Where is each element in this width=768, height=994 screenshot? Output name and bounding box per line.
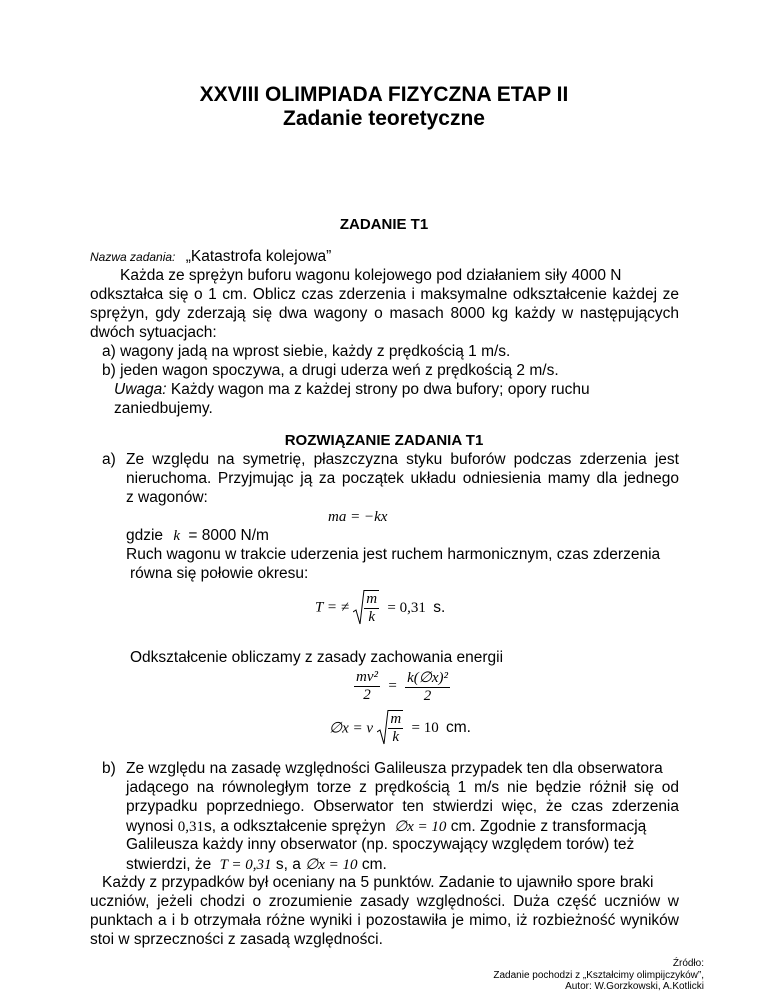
equation-newton: ma = −kx xyxy=(328,509,388,525)
eq4-lhs: ∅x = v xyxy=(329,720,374,737)
eq3-lden: 2 xyxy=(363,687,371,703)
task-note xyxy=(114,381,590,399)
note-text: Każdy wagon ma z każdej strony po dwa bufory; opory ruchu xyxy=(166,381,590,398)
evaluation-line: uczniów, jeżeli chodzi o zrozumienie zasady względności. Duża część uczniów w xyxy=(90,893,679,910)
note-label: Uwaga: xyxy=(114,381,167,398)
eq2-fraction xyxy=(364,590,379,626)
solution-b-line: Galileusza każdy inny obserwator (np. spoczywający względem torów) też xyxy=(126,836,635,853)
b6-value-deform: ∅x = 10 xyxy=(305,857,358,873)
b4-text-c: cm. Zgodnie z transformacją xyxy=(450,818,647,835)
source-authors: Autor: W.Gorzkowski, A.Kotlicki xyxy=(565,981,704,992)
solution-b-line: przypadku poprzedniego. Obserwator ten stwierdzi więc, że czas zderzenia xyxy=(126,798,679,815)
b6-text-b: s, a xyxy=(275,856,301,873)
harmonic-line: Ruch wagonu w trakcie uderzenia jest ruchem harmonicznym, czas zderzenia xyxy=(126,546,661,563)
eq2-rhs: = 0,31 xyxy=(387,599,426,616)
eq3-lnum: mv² xyxy=(356,669,378,685)
page-title: XXVIII OLIMPIADA FIZYCZNA ETAP II xyxy=(199,83,569,106)
solution-a-line: z wagonów: xyxy=(126,489,208,506)
eq4-num: m xyxy=(390,711,402,727)
where-line xyxy=(126,527,269,545)
solution-b-line xyxy=(126,855,387,874)
eq3-rnum: k(∅x)² xyxy=(407,670,448,686)
eq4-fraction xyxy=(388,710,403,746)
evaluation-line: punktach a i b otrzymała różne wyniki i pozostawiła je mimo, iż rozbieżność wyników xyxy=(90,912,679,929)
equation-period xyxy=(315,588,445,628)
b6-text-a: stwierdzi, że xyxy=(126,856,212,873)
solution-a-line: nieruchoma. Przyjmując ją za początek układu odniesienia mamy dla jednego xyxy=(126,470,679,487)
task-body-line: dwóch sytuacjach: xyxy=(90,324,217,341)
b4-text-b: s, a odkształcenie sprężyn xyxy=(203,818,386,835)
eq2-unit: s. xyxy=(433,599,446,616)
equation-energy xyxy=(354,668,450,705)
task-heading: ZADANIE T1 xyxy=(339,216,429,233)
where-var: k xyxy=(173,528,181,544)
source-line: Zadanie pochodzi z „Kształcimy olimpijczyków”, xyxy=(493,970,704,981)
task-name-value: „Katastrofa kolejowa” xyxy=(185,248,332,265)
b4-value-deform: ∅x = 10 xyxy=(394,819,447,835)
b4-text-a: wynosi xyxy=(126,818,174,835)
where-text: gdzie xyxy=(126,527,164,544)
eq3-right-fraction xyxy=(405,668,450,705)
task-item-b: b) jeden wagon spoczywa, a drugi uderza weń z prędkością 2 m/s. xyxy=(102,362,559,379)
solution-a-line: Ze względu na symetrię, płaszczyzna styku buforów podczas zderzenia jest xyxy=(126,451,679,468)
solution-a-marker: a) xyxy=(102,451,116,468)
b6-value-time: T = 0,31 xyxy=(219,857,272,873)
solution-b-marker: b) xyxy=(102,760,116,777)
eq3-left-fraction xyxy=(354,669,380,704)
eq2-lhs: T = ≠ xyxy=(315,599,349,616)
page-subtitle: Zadanie teoretyczne xyxy=(283,107,485,130)
where-value: = 8000 N/m xyxy=(188,527,269,544)
deformation-line: Odkształcenie obliczamy z zasady zachowania energii xyxy=(130,649,504,666)
b4-value-time: 0,31 xyxy=(177,819,204,835)
eq2-den: k xyxy=(368,609,375,625)
eq3-eq: = xyxy=(388,678,397,694)
evaluation-line: Każdy z przypadków był oceniany na 5 punktów. Zadanie to ujawniło spore braki xyxy=(102,874,654,891)
b6-text-c: cm. xyxy=(361,856,387,873)
task-body-line: sprężyn, gdy zderzają się dwa wagony o masach 8000 kg każdy w następujących xyxy=(90,305,679,322)
eq3-rden: 2 xyxy=(423,688,432,704)
eq4-unit: cm. xyxy=(446,719,471,736)
solution-b-line: Ze względu na zasadę względności Galileusza przypadek ten dla obserwatora xyxy=(126,760,663,777)
source-label: Źródło: xyxy=(672,958,704,969)
task-note-line: zaniedbujemy. xyxy=(114,400,213,417)
solution-b-line: jadącego na równoległym torze z prędkością 1 m/s nie będzie różnił się od xyxy=(126,779,679,796)
task-item-a: a) wagony jadą na wprost siebie, każdy z prędkością 1 m/s. xyxy=(102,343,511,360)
evaluation-line: stoi w sprzeczności z zasadą względności. xyxy=(90,931,383,948)
task-body-line: odkształca się o 1 cm. Oblicz czas zderzenia i maksymalne odkształcenie każdej ze xyxy=(90,286,679,303)
harmonic-line: równa się połowie okresu: xyxy=(130,565,309,582)
solution-heading: ROZWIĄZANIE ZADANIA T1 xyxy=(284,432,484,449)
solution-b-line xyxy=(126,817,646,836)
eq4-den: k xyxy=(392,729,400,745)
eq2-num: m xyxy=(366,591,378,607)
task-body-line: Każda ze sprężyn buforu wagonu kolejowego pod działaniem siły 4000 N xyxy=(120,267,622,284)
equation-deformation xyxy=(329,708,471,748)
eq4-rhs: = 10 xyxy=(411,719,439,736)
task-name-row xyxy=(90,248,331,266)
task-name-label: Nazwa zadania: xyxy=(90,250,176,264)
